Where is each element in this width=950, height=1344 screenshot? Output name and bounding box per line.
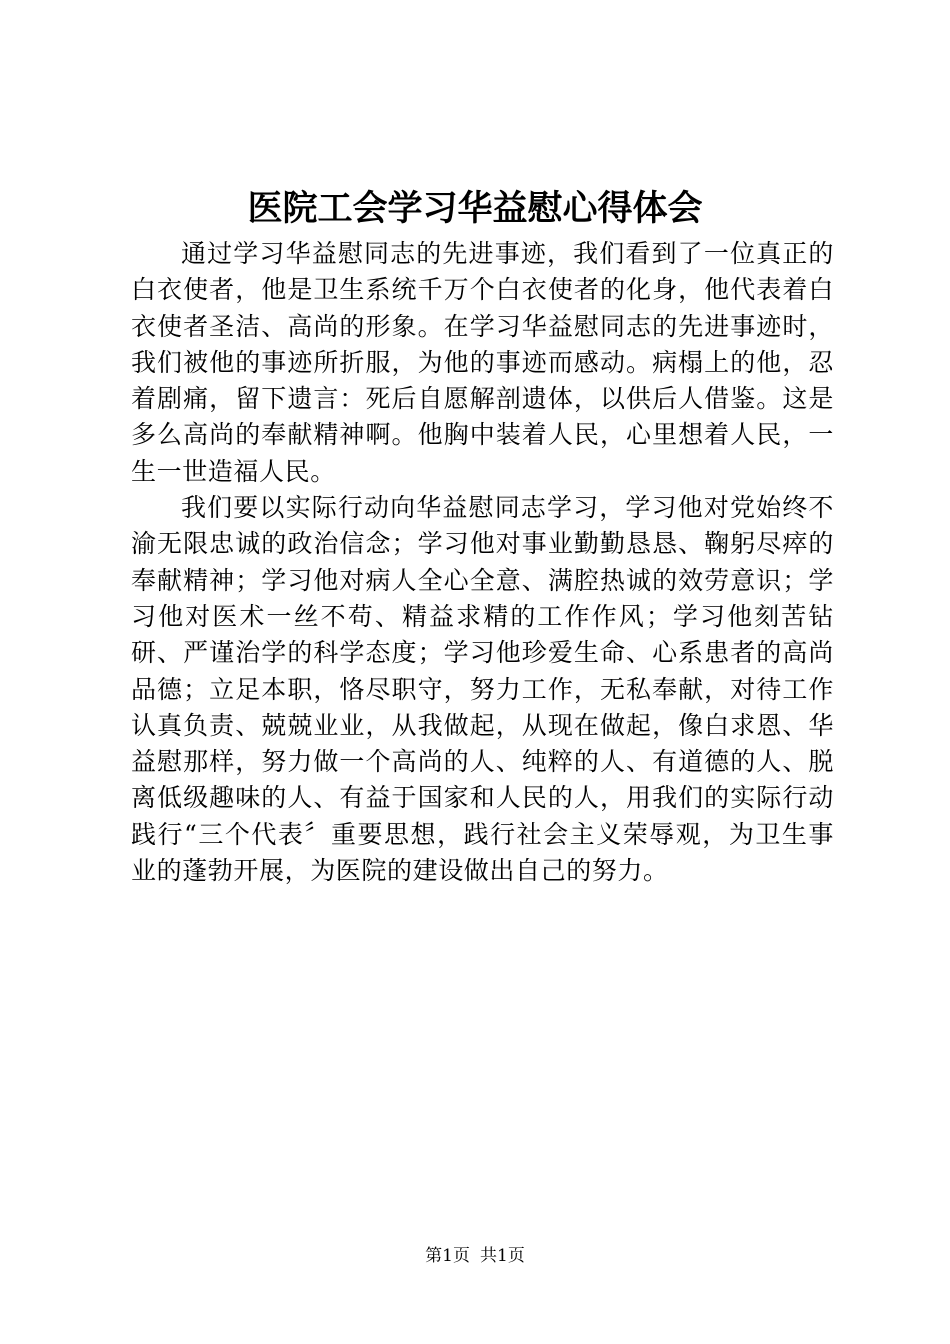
page-footer [0,1244,950,1268]
document-body [131,236,834,889]
paragraph-2: 我们要以实际行动向华益慰同志学习，学习他对党始终不渝无限忠诚的政治信念；学习他对事业勤勤恳恳、鞠躬尽瘁的奉献精神；学习他对病人全心全意、满腔热诚的效劳意识；学习他对医术一丝不苟、精益求精的工作作风；学习他刻苦钻研、严谨治学的科学态度；学习他珍爱生命、心系患者的高尚品德；立足本职，恪尽职守，努力工作，无私奉献，对待工作认真负责、兢兢业业，从我做起，从现在做起，像白求恩、华益慰那样，努力做一个高尚的人、纯粹的人、有道德的人、脱离低级趣味的人、有益于国家和人民的人，用我们的实际行动践行“三个代表〞重要思想，践行社会主义荣辱观，为卫生事业的蓬勃开展，为医院的建设做出自己的努力。 [131,493,834,886]
page-total: 共1页 [480,1246,525,1266]
paragraph-1: 通过学习华益慰同志的先进事迹，我们看到了一位真正的白衣使者，他是卫生系统千万个白衣使者的化身，他代表着白衣使者圣洁、高尚的形象。在学习华益慰同志的先进事迹时，我们被他的事迹所折服，为他的事迹而感动。病榻上的他，忍着剧痛，留下遗言：死后自愿解剖遗体，以供后人借鉴。这是多么高尚的奉献精神啊。他胸中装着人民，心里想着人民，一生一世造福人民。 [131,239,834,486]
page-number: 第1页 [425,1246,470,1266]
document-title: 医院工会学习华益慰心得体会 [247,189,703,229]
